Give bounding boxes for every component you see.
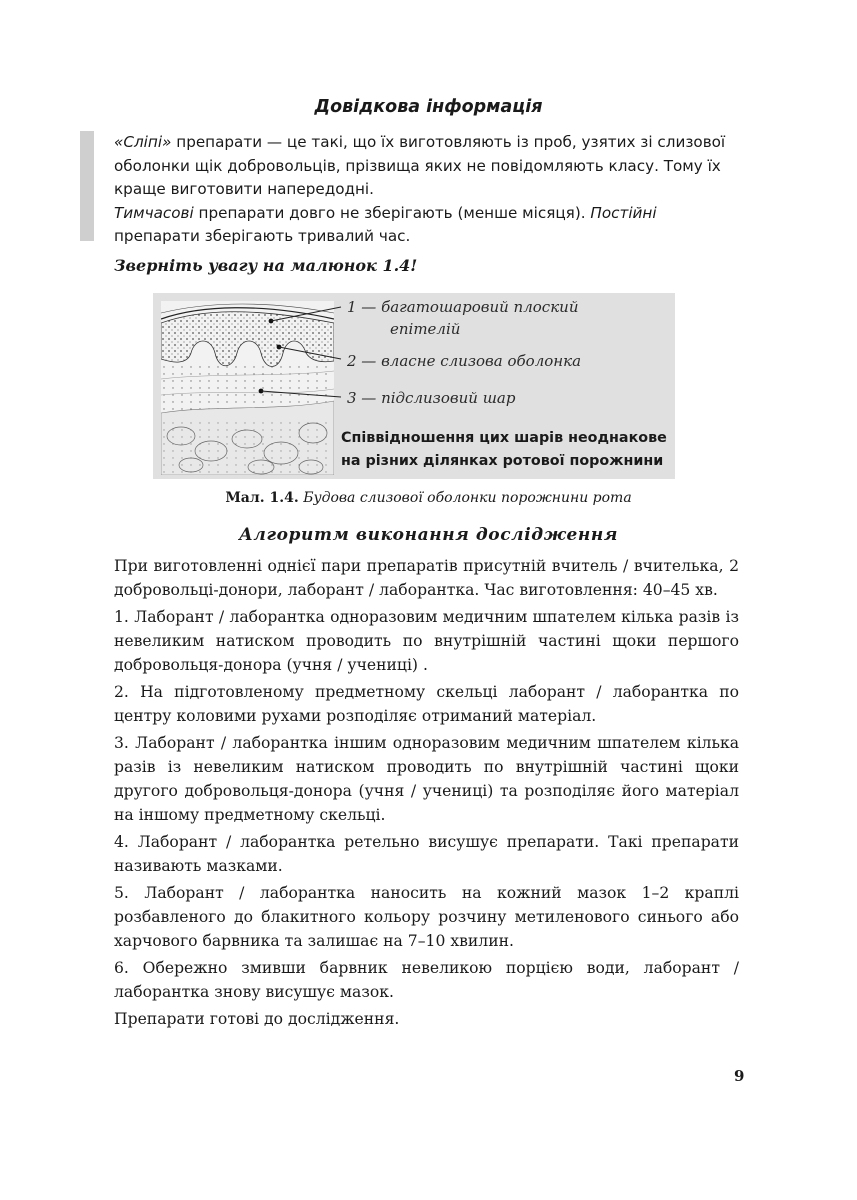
algorithm-body: [114, 554, 739, 1034]
label-1: 1 — багатошаровий плоский: [347, 298, 579, 316]
algorithm-step: 3. Лаборант / лаборантка іншим одноразовим медичним шпателем кілька разів із невеликим натиском проводить по внутрішній частині щоки другого добровольця-донора (учня / учениці) та розподіляє його матеріал на іншому предметному скельці.: [114, 734, 739, 824]
figure-mucosa: [153, 293, 675, 479]
reference-p2-text2: препарати зберігають тривалий час.: [114, 227, 411, 245]
reference-paragraph-2: [114, 202, 734, 249]
algorithm-step: 4. Лаборант / лаборантка ретельно висушує препарати. Такі препарати називають мазками.: [114, 833, 739, 875]
reference-term-blind: «Сліпі»: [114, 133, 172, 151]
algorithm-paragraph: При виготовленні однієї пари препаратів присутній вчитель / вчителька, 2 добровольці-донори, лаборант / лаборантка. Час виготовлення: 40–45 хв.: [114, 557, 739, 599]
reference-paragraph-1: [114, 131, 734, 202]
algorithm-step: 2. На підготовленому предметному скельці лаборант / лаборантка по центру коловими рухами розподіляє отриманий матеріал.: [114, 683, 739, 725]
reference-p1-text: препарати — це такі, що їх виготовляють із проб, узятих зі слизової оболонки щік добровольців, прізвища яких не повідомляють класу. Тому їх краще виготовити напередодні.: [114, 133, 726, 198]
label-1-cont: епітелій: [390, 320, 461, 338]
reference-title: Довідкова інформація: [314, 97, 543, 117]
page-number: 9: [734, 1067, 745, 1085]
attention-heading: Зверніть увагу на малюнок 1.4!: [114, 256, 418, 275]
reference-text: [114, 131, 734, 249]
label-2: 2 — власне слизова оболонка: [347, 352, 582, 370]
algorithm-step: 1. Лаборант / лаборантка одноразовим медичним шпателем кілька разів із невеликим натиском проводить по внутрішній частині щоки першого добровольця-донора (учня / учениці) .: [114, 608, 739, 674]
reference-term-permanent: Постійні: [590, 203, 657, 222]
reference-p2-text1: препарати довго не зберігають (менше місяця).: [193, 203, 591, 222]
figure-note: Співвідношення цих шарів неоднакове на різних ділянках ротової порожнини: [341, 430, 667, 469]
caption-text: Будова слизової оболонки порожнини рота: [303, 490, 632, 506]
algorithm-step: 6. Обережно змивши барвник невеликою порцією води, лаборант / лаборантка знову висушує мазок.: [114, 959, 739, 1001]
label-3: 3 — підслизовий шар: [347, 389, 516, 407]
caption-number: Мал. 1.4.: [225, 490, 299, 506]
algorithm-conclusion: Препарати готові до дослідження.: [114, 1010, 400, 1028]
algorithm-step: 5. Лаборант / лаборантка наносить на кожний мазок 1–2 краплі розбавленого до блакитного кольору розчину метиленового синього або харчового барвника та залишає на 7–10 хвилин.: [114, 884, 739, 950]
algorithm-title: Алгоритм виконання дослідження: [238, 525, 619, 545]
reference-term-temporary: Тимчасові: [114, 203, 194, 222]
figure-caption: [0, 490, 857, 506]
reference-side-bar: [80, 131, 94, 241]
